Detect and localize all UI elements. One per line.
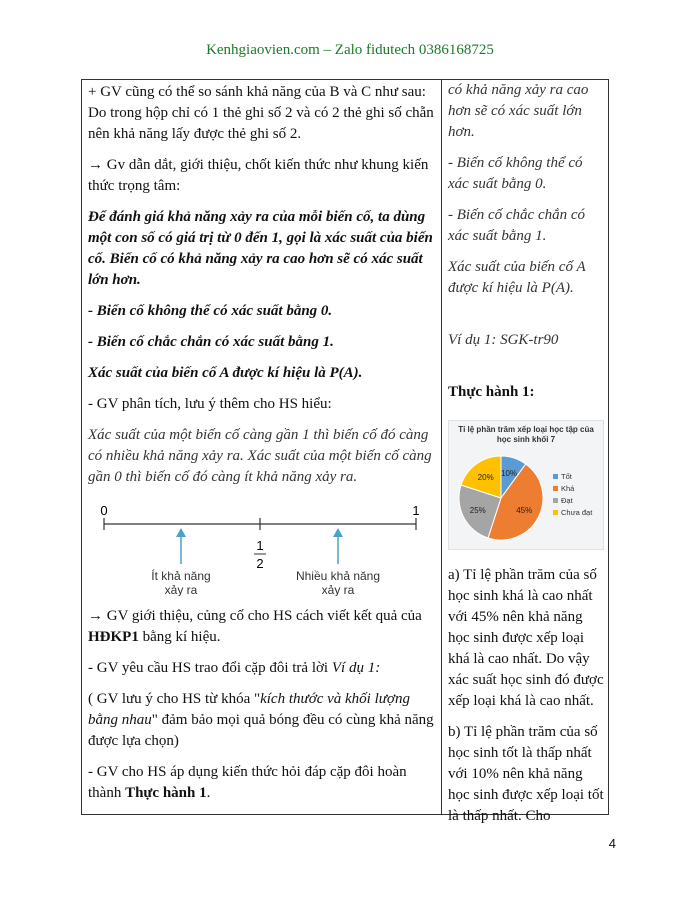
pie-chart-panel [448,420,604,550]
label-high-likelihood-2: xảy ra [321,583,355,596]
legend-label-2: Khá [561,484,575,493]
right-impossible: - Biến cố không thể có xác suất bằng 0. [448,155,583,192]
chart-title-line-1: Tỉ lệ phần trăm xếp loại học tập của [458,425,594,434]
right-answer-a: a) Tỉ lệ phần trăm của số học sinh khá là cao nhất với 45% nên khả năng học sinh được xếp loại khá là cao nhất. Do vậy xác suất học sinh đó được xếp loại khá là cao nhất. [448,567,604,709]
pie-chart [449,421,603,549]
pie-slice-label-2: 45% [516,505,533,515]
arrow-high-head [333,528,343,537]
page-number: 4 [608,836,616,851]
lesson-table [81,79,609,824]
probability-number-line [98,506,423,596]
arrow-low-head [176,528,186,537]
label-one: 1 [412,506,420,518]
right-certain: - Biến cố chắc chắn có xác suất bằng 1. [448,207,586,244]
para-compare: + GV cũng có thể so sánh khả năng của B và C như sau: Do trong hộp chỉ có 1 thẻ ghi số 2 và có 2 thẻ ghi số chẵn nên khả năng lấy được thẻ ghi số 2. [88,84,434,142]
right-answer-b: b) Tỉ lệ phần trăm của số học sinh tốt là thấp nhất với 10% nên khả năng học sinh được xếp loại tốt là thấp nhất. Cho [448,724,604,824]
para-pair-work: - GV yêu cầu HS trao đổi cặp đôi trả lời Ví dụ 1: [88,660,381,676]
right-higher-prob: có khả năng xảy ra cao hơn sẽ có xác suất lớn hơn. [448,82,589,140]
label-low-likelihood: Ít khả năng [151,569,211,583]
label-zero: 0 [100,506,108,518]
para-keyword-note: ( GV lưu ý cho HS từ khóa "kích thước và khối lượng bằng nhau" đảm bảo mọi quả bóng đều có cùng khả năng được lựa chọn) [88,691,434,749]
para-lead-in: → Gv dẫn dắt, giới thiệu, chốt kiến thức như khung kiến thức trọng tâm: [88,157,429,194]
right-notation: Xác suất của biến cố A được kí hiệu là P(A). [448,259,586,296]
legend-label-3: Đạt [561,496,573,505]
chart-title-line-2: học sinh khối 7 [496,435,556,444]
right-practice-title: Thực hành 1: [448,384,535,400]
para-hdkp1: → GV giới thiệu, củng cố cho HS cách viết kết quả của HĐKP1 bằng kí hiệu. [88,608,422,645]
key-impossible: - Biến cố không thể có xác suất bằng 0. [88,303,333,319]
label-half-numerator: 1 [256,538,264,553]
legend-label-4: Chưa đạt [561,508,593,517]
legend-swatch-1 [553,474,558,479]
para-practice: - GV cho HS áp dụng kiến thức hỏi đáp cặp đôi hoàn thành Thực hành 1. [88,764,407,801]
column-divider [441,80,442,814]
label-high-likelihood: Nhiều khả năng [295,569,381,583]
key-notation: Xác suất của biến cố A được kí hiệu là P(A). [88,365,363,381]
legend-swatch-2 [553,486,558,491]
page-header[interactable]: Kenhgiaovien.com – Zalo fidutech 0386168725 [206,42,494,58]
label-low-likelihood-2: xảy ra [164,583,198,596]
right-example: Ví dụ 1: SGK-tr90 [448,332,559,348]
pie-slice-label-3: 25% [469,505,486,515]
legend-swatch-3 [553,498,558,503]
label-half-denominator: 2 [256,556,264,571]
para-analysis: - GV phân tích, lưu ý thêm cho HS hiểu: [88,396,332,412]
pie-slice-label-1: 10% [501,469,518,479]
legend-label-1: Tốt [561,472,572,481]
para-note: Xác suất của một biến cố càng gần 1 thì biến cố đó càng có nhiều khả năng xảy ra. Xác suất của một biến cố càng gần 0 thì biến cố đó càng ít khả năng xảy ra. [88,427,432,485]
legend-swatch-4 [553,510,558,515]
pie-slice-label-4: 20% [477,472,494,482]
teacher-activity-column [88,80,435,804]
key-certain: - Biến cố chắc chắn có xác suất bằng 1. [88,334,334,350]
key-knowledge: Để đánh giá khả năng xảy ra của mỗi biến cố, ta dùng một con số có giá trị từ 0 đến 1, gọi là xác suất của biến cố. Biến cố có khả năng xảy ra cao hơn sẽ có xác suất lớn hơn. [88,209,433,288]
